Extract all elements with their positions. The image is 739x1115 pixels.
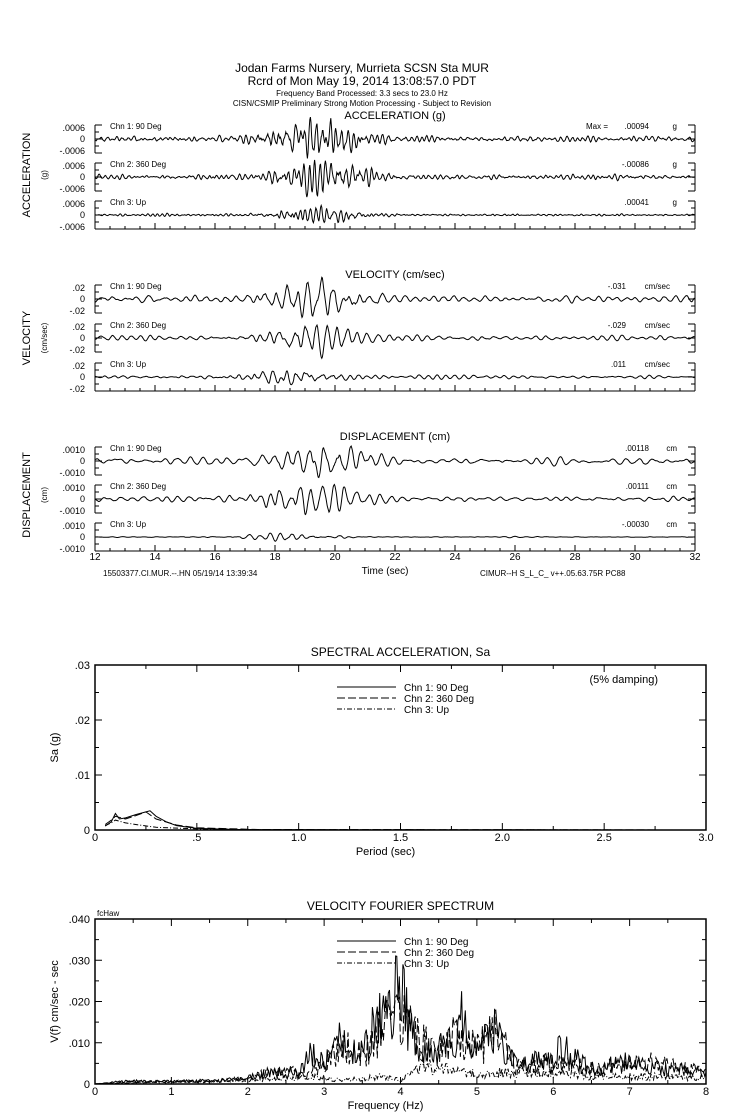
waveform-trace: [95, 533, 694, 541]
panel-y-unit: (cm): [40, 487, 49, 503]
plot-frame: [95, 919, 706, 1084]
x-tick-label: 22: [389, 552, 401, 563]
panel-title: ACCELERATION (g): [344, 110, 446, 122]
series-line-3: [105, 820, 706, 830]
x-tick-label: 12: [89, 552, 101, 563]
y-tick-label: .040: [68, 914, 90, 926]
y-tick-label: 0: [83, 825, 90, 837]
y-tick-label: 0: [79, 294, 85, 304]
legend-label: Chn 2: 360 Deg: [404, 694, 475, 705]
channel-max-value: .00094: [624, 122, 649, 131]
x-tick-label: 24: [449, 552, 461, 563]
legend-label: Chn 3: Up: [404, 959, 450, 970]
chart-title: SPECTRAL ACCELERATION, Sa: [310, 645, 491, 659]
y-tick-label: .0006: [62, 161, 85, 171]
y-tick-label: 0: [79, 532, 85, 542]
max-prefix: Max =: [586, 122, 609, 131]
x-tick-label: 5: [473, 1086, 480, 1098]
channel-label: Chn 2: 360 Deg: [110, 321, 167, 330]
x-tick-label: 1.5: [392, 832, 409, 844]
y-axis-label: V(f) cm/sec - sec: [49, 960, 61, 1043]
channel-label: Chn 3: Up: [110, 360, 147, 369]
channel-unit: cm/sec: [644, 360, 670, 369]
y-tick-label: .02: [74, 715, 90, 727]
header-processing-note: CISN/CSMIP Preliminary Strong Motion Processing - Subject to Revision: [232, 99, 492, 108]
y-tick-label: .020: [68, 996, 90, 1009]
x-tick-label: 2: [244, 1086, 251, 1098]
x-tick-label: .5: [192, 832, 202, 844]
channel-max-value: .00111: [625, 482, 649, 491]
channel-unit: g: [672, 160, 677, 169]
x-tick-label: 4: [397, 1086, 404, 1098]
x-tick-label: 14: [149, 552, 161, 563]
damping-note: (5% damping): [589, 674, 658, 686]
y-tick-label: .02: [72, 361, 85, 371]
x-tick-label: 8: [702, 1086, 710, 1098]
y-tick-label: -.0010: [59, 544, 85, 554]
x-tick-label: 3: [321, 1086, 328, 1098]
y-tick-label: -.0006: [59, 222, 85, 232]
header-station: Jodan Farms Nursery, Murrieta SCSN Sta MUR: [235, 61, 489, 75]
y-tick-label: .0010: [62, 483, 85, 493]
chart-title: VELOCITY FOURIER SPECTRUM: [306, 899, 495, 913]
panel-y-unit: (g): [40, 170, 49, 180]
x-tick-label: 28: [569, 552, 581, 563]
channel-max-value: .00041: [624, 198, 649, 207]
y-tick-label: .0010: [62, 445, 85, 455]
footer-record-id: 15503377.CI.MUR.--.HN 05/19/14 13:39:34: [103, 569, 258, 578]
channel-max-value: -.029: [607, 321, 626, 330]
x-tick-label: 2.0: [494, 832, 510, 844]
panel-title: VELOCITY (cm/sec): [345, 269, 445, 281]
panel-title: DISPLACEMENT (cm): [339, 431, 451, 443]
plot-frame: [95, 665, 706, 830]
x-tick-label: 6: [550, 1086, 557, 1098]
channel-max-value: -.00086: [621, 160, 649, 169]
y-tick-label: .02: [72, 283, 85, 293]
waveform-trace: [95, 446, 694, 477]
legend-label: Chn 1: 90 Deg: [404, 937, 469, 948]
y-tick-label: 0: [79, 134, 85, 144]
y-tick-label: 0: [79, 494, 85, 504]
channel-max-value: -.00030: [621, 520, 649, 529]
channel-unit: g: [672, 198, 677, 207]
header-frequency-band: Frequency Band Processed: 3.3 secs to 23.0 Hz: [276, 89, 448, 98]
x-tick-label: 1: [168, 1086, 175, 1098]
x-tick-label: 18: [269, 552, 281, 563]
y-tick-label: -.0006: [59, 146, 85, 156]
series-line-1: [95, 956, 706, 1084]
y-tick-label: 0: [79, 172, 85, 182]
x-tick-label: 26: [509, 552, 521, 563]
y-tick-label: -.0010: [59, 506, 85, 516]
x-tick-label: 32: [689, 552, 701, 563]
channel-unit: cm: [666, 444, 677, 453]
y-tick-label: .03: [74, 660, 90, 672]
x-tick-label: 30: [629, 552, 641, 563]
y-tick-label: -.02: [69, 345, 85, 355]
footer-processing-id: CIMUR--H S_L_C_ v++.05.63.75R PC88: [480, 569, 626, 578]
channel-label: Chn 1: 90 Deg: [110, 122, 162, 131]
y-tick-label: .030: [68, 955, 90, 968]
y-tick-label: 0: [79, 333, 85, 343]
x-axis-label: Frequency (Hz): [347, 1100, 424, 1112]
waveform-trace: [95, 160, 694, 197]
channel-max-value: .00118: [625, 444, 649, 453]
waveform-trace: [95, 277, 694, 317]
waveform-trace: [95, 205, 694, 222]
channel-unit: cm: [666, 520, 677, 529]
y-tick-label: .0006: [62, 199, 85, 209]
series-line-1: [105, 811, 706, 830]
series-line-2: [105, 812, 706, 830]
y-tick-label: .02: [72, 322, 85, 332]
legend-label: Chn 1: 90 Deg: [404, 683, 469, 694]
channel-label: Chn 2: 360 Deg: [110, 160, 167, 169]
channel-label: Chn 3: Up: [110, 520, 147, 529]
corner-label: fcHaw: [97, 909, 120, 918]
panel-y-unit: (cm/sec): [40, 322, 49, 354]
channel-max-value: -.031: [607, 282, 626, 291]
y-tick-label: .010: [68, 1037, 90, 1050]
waveform-trace: [95, 485, 694, 515]
channel-max-value: .011: [611, 360, 626, 369]
x-tick-label: 1.0: [291, 832, 307, 844]
legend-label: Chn 3: Up: [404, 705, 450, 716]
x-tick-label: 20: [329, 552, 341, 563]
x-tick-label: 0: [91, 832, 99, 844]
y-axis-label: Sa (g): [49, 732, 61, 763]
header-record-time: Rcrd of Mon May 19, 2014 13:08:57.0 PDT: [247, 74, 477, 88]
x-tick-label: 16: [209, 552, 221, 563]
channel-label: Chn 2: 360 Deg: [110, 482, 167, 491]
channel-label: Chn 3: Up: [110, 198, 147, 207]
waveform-trace: [95, 371, 694, 385]
x-axis-label: Time (sec): [361, 566, 409, 577]
channel-label: Chn 1: 90 Deg: [110, 282, 162, 291]
channel-unit: cm/sec: [644, 282, 670, 291]
legend-label: Chn 2: 360 Deg: [404, 948, 475, 959]
panel-y-label: DISPLACEMENT: [21, 452, 33, 538]
y-tick-label: .01: [74, 770, 90, 782]
y-tick-label: 0: [79, 210, 85, 220]
y-tick-label: -.0010: [59, 468, 85, 478]
y-tick-label: 0: [79, 372, 85, 382]
channel-unit: cm: [666, 482, 677, 491]
channel-unit: g: [672, 122, 677, 131]
y-tick-label: .0010: [62, 521, 85, 531]
x-tick-label: 7: [626, 1086, 633, 1098]
y-tick-label: -.02: [69, 306, 85, 316]
x-tick-label: 0: [91, 1086, 99, 1098]
y-tick-label: 0: [83, 1079, 90, 1091]
x-tick-label: 3.0: [698, 832, 714, 844]
channel-label: Chn 1: 90 Deg: [110, 444, 162, 453]
y-tick-label: .0006: [62, 123, 85, 133]
panel-y-label: ACCELERATION: [21, 132, 33, 218]
x-tick-label: 2.5: [596, 832, 612, 844]
channel-unit: cm/sec: [644, 321, 670, 330]
waveform-trace: [95, 325, 694, 358]
panel-y-label: VELOCITY: [21, 310, 33, 366]
x-axis-label: Period (sec): [355, 846, 416, 858]
y-tick-label: -.0006: [59, 184, 85, 194]
y-tick-label: 0: [79, 456, 85, 466]
y-tick-label: -.02: [69, 384, 85, 394]
